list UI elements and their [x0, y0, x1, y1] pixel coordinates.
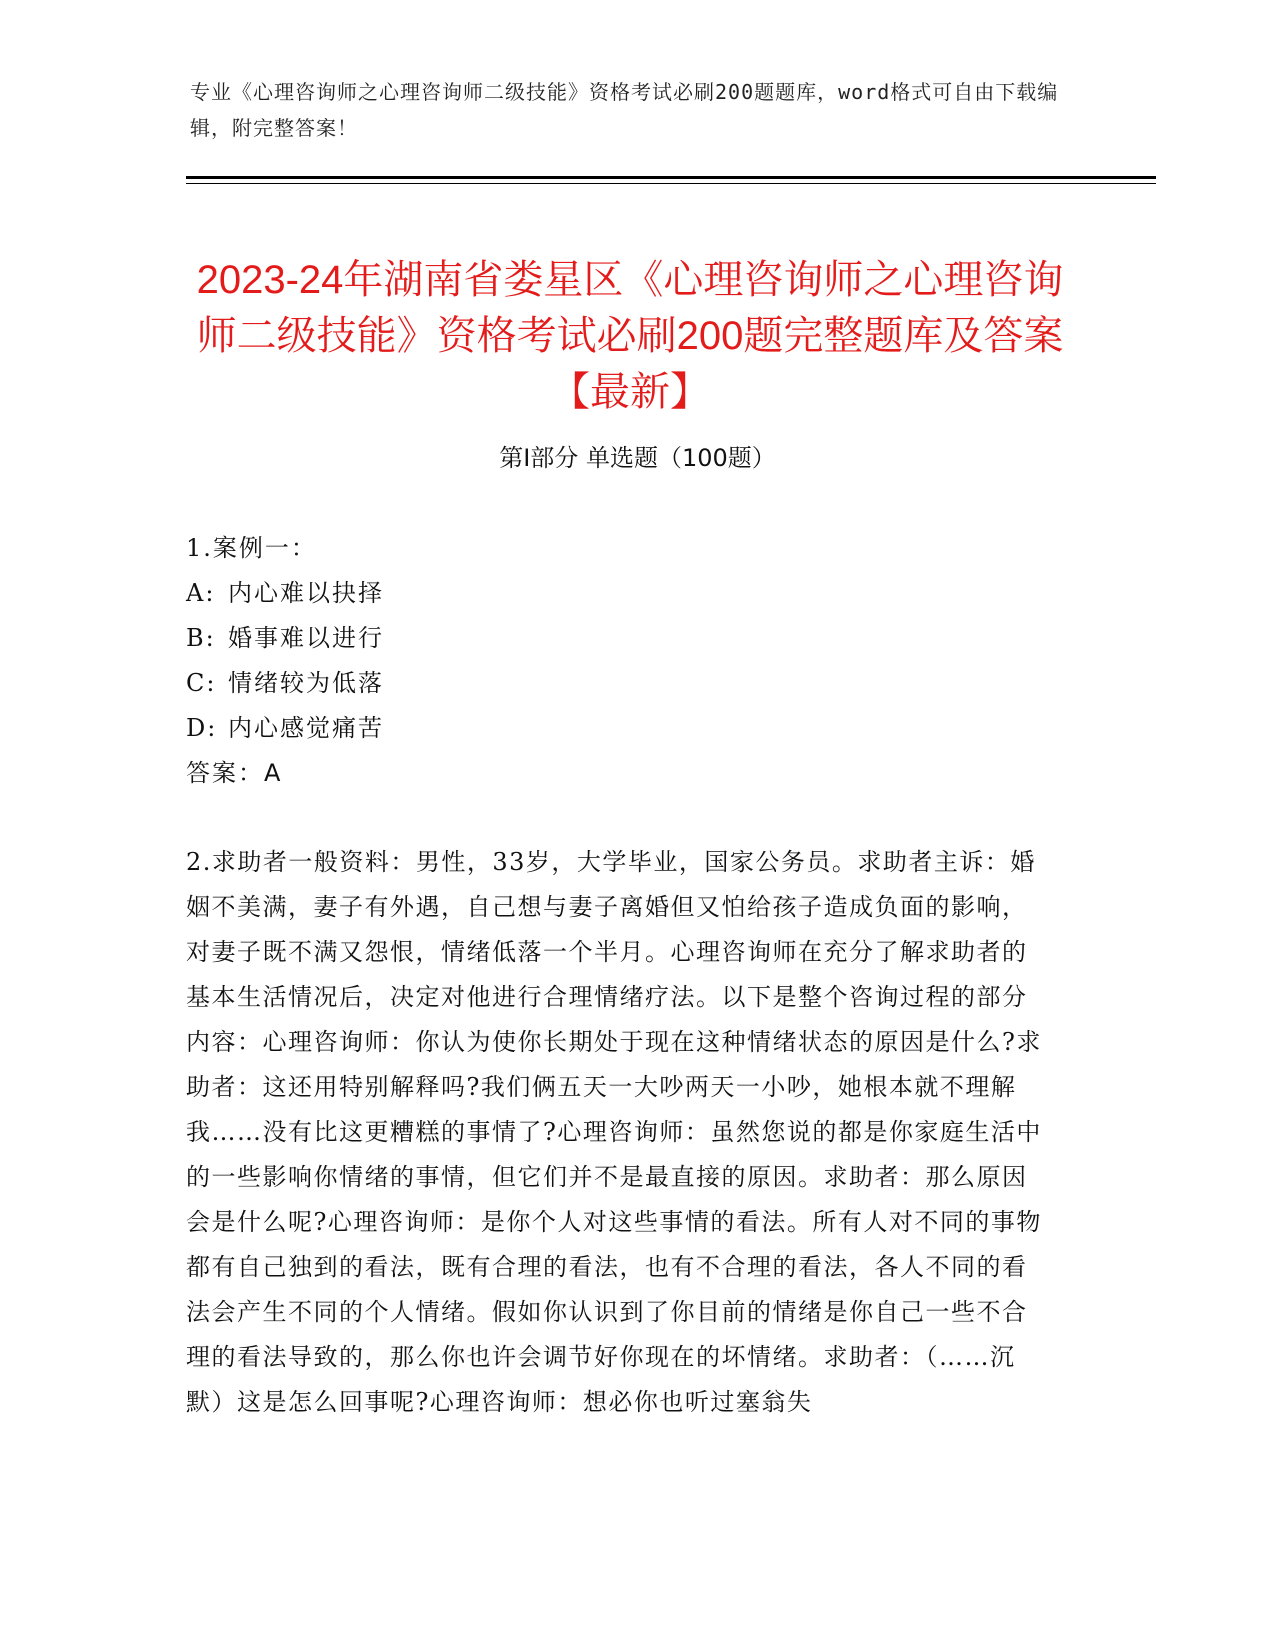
option-letter: B: [186, 624, 216, 652]
option-text: 内心感觉痛苦 [228, 714, 384, 742]
question-1-stem: 1.案例一： [186, 534, 317, 562]
option-letter: C: [186, 669, 217, 697]
option-letter: A: [186, 579, 216, 607]
header-divider-thin [186, 183, 1156, 184]
option-text: 情绪较为低落 [228, 669, 384, 697]
question-1-option-b [186, 616, 1086, 661]
option-letter: D: [186, 714, 218, 742]
question-1-answer: 答案：A [186, 759, 283, 787]
question-1-option-d [186, 706, 1086, 751]
question-1-option-c [186, 661, 1086, 706]
section-title: 第Ⅰ部分 单选题（100题） [499, 444, 776, 472]
question-2-text: 2.求助者一般资料：男性，33岁，大学毕业，国家公务员。求助者主诉：婚姻不美满，妻子有外遇，自己想与妻子离婚但又怕给孩子造成负面的影响，对妻子既不满又怨恨，情绪低落一个半月。心理咨询师在充分了解求助者的基本生活情况后，决定对他进行合理情绪疗法。以下是整个咨询过程的部分内容：心理咨询师：你认为使你长期处于现在这种情绪状态的原因是什么?求助者：这还用特别解释吗?我们俩五天一大吵两天一小吵，她根本就不理解我……没有比这更糟糕的事情了?心理咨询师：虽然您说的都是你家庭生活中的一些影响你情绪的事情，但它们并不是最直接的原因。求助者：那么原因会是什么呢?心理咨询师：是你个人对这些事情的看法。所有人对不同的事物都有自己独到的看法，既有合理的看法，也有不合理的看法，各人不同的看法会产生不同的个人情绪。假如你认识到了你目前的情绪是你自己一些不合理的看法导致的，那么你也许会调节好你现在的坏情绪。求助者：（……沉默）这是怎么回事呢?心理咨询师：想必你也听过塞翁失 [186, 848, 1042, 1416]
option-text: 婚事难以进行 [228, 624, 384, 652]
document-title: 2023-24年湖南省娄星区《心理咨询师之心理咨询师二级技能》资格考试必刷200题完整题库及答案【最新】 [196, 257, 1064, 414]
option-text: 内心难以抉择 [228, 579, 384, 607]
header-divider-thick [186, 176, 1156, 179]
header-note: 专业《心理咨询师之心理咨询师二级技能》资格考试必刷200题题库，word格式可自由下载编辑，附完整答案！ [190, 80, 1059, 140]
question-1 [186, 526, 1086, 796]
question-1-option-a [186, 571, 1086, 616]
